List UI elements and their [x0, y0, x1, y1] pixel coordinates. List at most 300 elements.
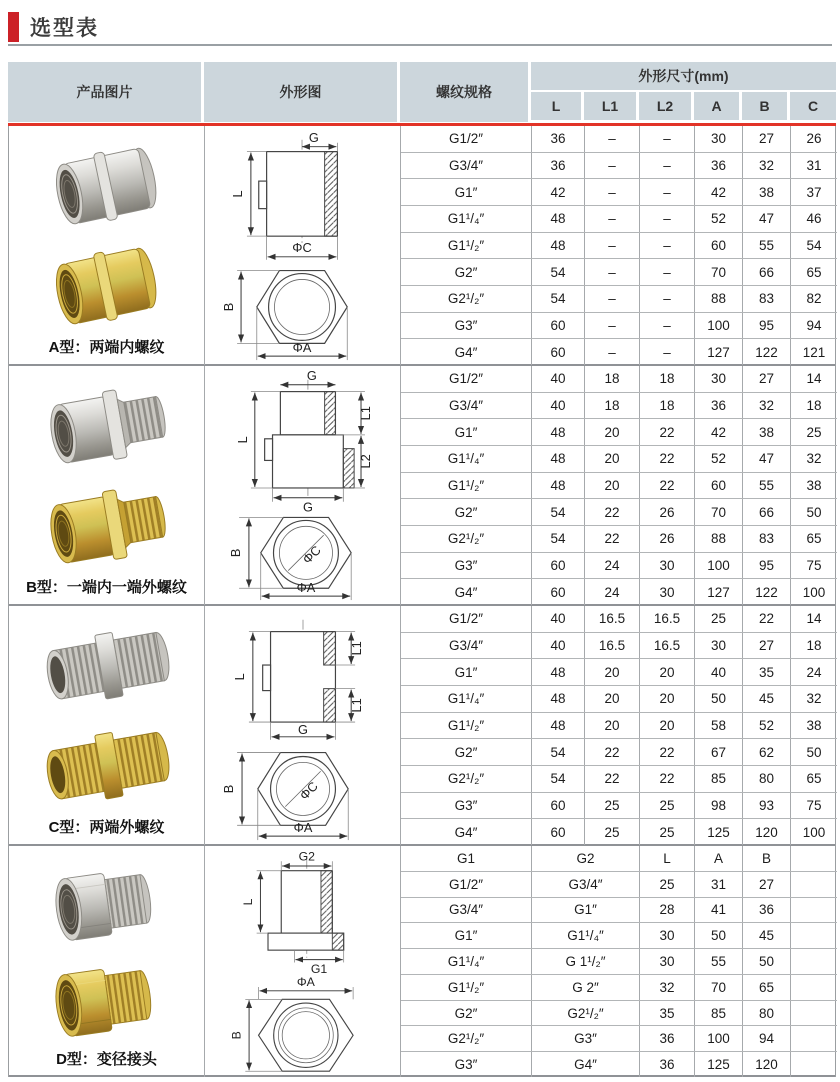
dim-cell: 30 — [640, 553, 695, 579]
dim-cell: 83 — [743, 286, 791, 312]
dim-cell: 20 — [640, 686, 695, 712]
dim-cell: 16.5 — [640, 606, 695, 632]
svg-text:ΦC: ΦC — [296, 778, 321, 803]
dim-cell: 27 — [743, 633, 791, 659]
dim-cell: 88 — [695, 526, 743, 552]
dim-cell: G4″ — [532, 1052, 640, 1077]
dim-cell: 48 — [532, 419, 585, 445]
dim-cell: 28 — [640, 898, 695, 923]
dim-cell: 38 — [743, 419, 791, 445]
dim-cell: 50 — [743, 949, 791, 974]
table-row — [401, 793, 837, 820]
header-dim-L1: L1 — [584, 92, 639, 120]
table-body — [8, 126, 836, 1077]
dim-cell: 52 — [695, 206, 743, 232]
thread-spec-cell: G3/4″ — [401, 393, 532, 419]
thread-spec-cell: G2″ — [401, 1001, 532, 1026]
dim-cell: 30 — [695, 633, 743, 659]
dim-cell: 85 — [695, 1001, 743, 1026]
product-photo-c-silver — [32, 616, 182, 716]
dim-cell: G1¹/₄″ — [532, 923, 640, 948]
thread-spec-cell: G4″ — [401, 819, 532, 845]
header-dimension-columns — [531, 92, 836, 120]
dim-cell: 127 — [695, 339, 743, 365]
product-photo-a-brass — [32, 236, 182, 336]
dim-cell: 55 — [743, 473, 791, 499]
svg-text:B: B — [227, 548, 243, 557]
table-row — [401, 206, 837, 233]
header-dim-C: C — [790, 92, 836, 120]
dim-cell: 120 — [743, 819, 791, 845]
dim-cell: 22 — [743, 606, 791, 632]
dim-cell: 40 — [532, 606, 585, 632]
dim-cell: 32 — [806, 451, 822, 467]
dim-cell: 35 — [743, 659, 791, 685]
thread-spec-cell: G4″ — [401, 339, 532, 365]
dim-cell: 30 — [695, 366, 743, 392]
product-photo-cell-a — [9, 126, 205, 365]
dim-cell: 16.5 — [640, 633, 695, 659]
dim-cell: A — [695, 846, 743, 871]
dim-cell: 100 — [695, 553, 743, 579]
outline-drawing-cell-c — [205, 606, 401, 845]
dim-cell: 65 — [806, 771, 822, 787]
dim-cell: 54 — [532, 739, 585, 765]
dim-cell: 20 — [585, 713, 640, 739]
dim-cell: 20 — [585, 446, 640, 472]
dim-cell: 31 — [695, 872, 743, 897]
dim-cell: G 2″ — [532, 975, 640, 1000]
dim-cell: – — [640, 233, 695, 259]
dim-cell: 18 — [585, 366, 640, 392]
header-dim-A: A — [694, 92, 742, 120]
dim-cell — [791, 1052, 837, 1077]
thread-spec-cell: G2″ — [401, 259, 532, 285]
dim-cell: 45 — [743, 686, 791, 712]
dim-cell: 100 — [695, 1026, 743, 1051]
dim-cell: 27 — [743, 126, 791, 152]
dim-cell: 38 — [743, 179, 791, 205]
dim-cell: B — [743, 846, 791, 871]
dim-cell: – — [585, 259, 640, 285]
thread-spec-cell: G1″ — [401, 923, 532, 948]
dim-cell — [791, 923, 837, 948]
thread-spec-cell: G1″ — [401, 659, 532, 685]
dim-cell: 32 — [806, 691, 822, 707]
dim-cell: 22 — [640, 419, 695, 445]
thread-spec-cell: G2¹/₂″ — [401, 526, 532, 552]
header-dim-L: L — [531, 92, 584, 120]
dim-cell: 20 — [585, 659, 640, 685]
dim-cell: 65 — [806, 264, 822, 280]
dim-cell: 70 — [695, 975, 743, 1000]
thread-spec-cell: G1¹/₄″ — [401, 446, 532, 472]
dim-cell: G2 — [532, 846, 640, 871]
dim-cell: 40 — [695, 659, 743, 685]
dim-cell: 100 — [802, 824, 826, 840]
page-title: 选型表 — [30, 17, 99, 40]
thread-spec-cell: G2″ — [401, 499, 532, 525]
dim-cell: 36 — [640, 1052, 695, 1077]
dim-cell: 54 — [806, 238, 822, 254]
dim-cell: 38 — [806, 478, 822, 494]
dim-cell: 18 — [640, 393, 695, 419]
table-row — [401, 1052, 837, 1077]
dim-cell: 30 — [695, 126, 743, 152]
svg-text:L: L — [231, 672, 247, 680]
table-row — [401, 286, 837, 313]
dim-cell: 60 — [532, 313, 585, 339]
dim-cell: 36 — [532, 126, 585, 152]
dim-cell: 52 — [695, 446, 743, 472]
dim-cell: 26 — [806, 131, 822, 147]
dim-cell: 37 — [806, 184, 822, 200]
header-dimensions-group — [531, 62, 836, 122]
dim-cell: 100 — [802, 584, 826, 600]
dim-cell: 22 — [640, 766, 695, 792]
dim-cell: 50 — [695, 686, 743, 712]
dim-cell: – — [640, 259, 695, 285]
dim-cell: 80 — [743, 1001, 791, 1026]
dim-cell: 22 — [640, 446, 695, 472]
dim-cell: 25 — [806, 424, 822, 440]
table-row — [401, 366, 837, 393]
thread-spec-cell: G3/4″ — [401, 153, 532, 179]
dim-cell: 24 — [585, 579, 640, 605]
dim-cell: 32 — [640, 975, 695, 1000]
dim-cell: 80 — [743, 766, 791, 792]
table-row — [401, 473, 837, 500]
header-dimensions-title: 外形尺寸(mm) — [531, 62, 836, 92]
dim-cell: 25 — [640, 872, 695, 897]
dim-cell: 55 — [743, 233, 791, 259]
dim-cell: 30 — [640, 579, 695, 605]
svg-text:L: L — [240, 898, 255, 906]
dim-cell: 60 — [695, 473, 743, 499]
product-photo-cell-b — [9, 366, 205, 605]
outline-drawing-a — [208, 128, 398, 364]
dim-cell: 48 — [532, 206, 585, 232]
dim-cell: 60 — [532, 553, 585, 579]
dim-cell: 22 — [585, 526, 640, 552]
dim-cell: 66 — [743, 499, 791, 525]
dim-cell: 26 — [640, 526, 695, 552]
thread-spec-cell: G1″ — [401, 179, 532, 205]
thread-spec-cell: G2¹/₂″ — [401, 766, 532, 792]
dim-cell: 42 — [695, 419, 743, 445]
header-dim-L2: L2 — [639, 92, 694, 120]
dim-cell: 32 — [743, 393, 791, 419]
dim-cell: 95 — [743, 313, 791, 339]
dimension-rows-c — [401, 606, 837, 845]
thread-spec-cell: G1¹/₂″ — [401, 233, 532, 259]
dim-cell — [791, 872, 837, 897]
dim-cell: 14 — [806, 371, 822, 387]
dim-cell — [791, 949, 837, 974]
product-photo-cell-c — [9, 606, 205, 845]
svg-text:G: G — [308, 129, 319, 145]
dim-cell: L — [640, 846, 695, 871]
dim-cell: G2¹/₂″ — [532, 1001, 640, 1026]
header-outline: 外形图 — [204, 62, 400, 122]
section-type-c — [9, 606, 835, 846]
dim-cell: – — [585, 179, 640, 205]
thread-spec-cell: G1¹/₄″ — [401, 206, 532, 232]
dim-cell — [791, 975, 837, 1000]
dim-cell: 22 — [585, 766, 640, 792]
thread-spec-cell: G1¹/₄″ — [401, 686, 532, 712]
dim-cell: – — [585, 233, 640, 259]
svg-text:ΦA: ΦA — [293, 819, 312, 835]
dim-cell: – — [640, 313, 695, 339]
table-header — [8, 62, 836, 122]
svg-text:G1: G1 — [310, 961, 327, 976]
thread-spec-cell: G3″ — [401, 793, 532, 819]
dim-cell: 45 — [743, 923, 791, 948]
dim-cell: 20 — [640, 659, 695, 685]
dim-cell: 125 — [695, 1052, 743, 1077]
product-photo-c-brass — [32, 716, 182, 816]
thread-spec-cell: G1¹/₂″ — [401, 713, 532, 739]
thread-spec-cell: G1¹/₄″ — [401, 949, 532, 974]
dim-cell: 47 — [743, 446, 791, 472]
svg-text:L: L — [234, 435, 250, 443]
dim-cell: 38 — [806, 718, 822, 734]
dim-cell: 70 — [695, 499, 743, 525]
svg-text:ΦC: ΦC — [298, 541, 324, 567]
section-type-d — [9, 846, 835, 1077]
section-label-a: A型：两端内螺纹 — [48, 339, 165, 356]
dimension-rows-d — [401, 846, 837, 1077]
table-row — [401, 339, 837, 365]
dim-cell: 18 — [806, 398, 822, 413]
dim-cell: – — [640, 339, 695, 365]
dim-cell: 20 — [640, 713, 695, 739]
table-row — [401, 633, 837, 660]
thread-spec-cell: G1¹/₂″ — [401, 975, 532, 1000]
dim-cell: 94 — [806, 318, 822, 334]
section-label-d: D型：变径接头 — [56, 1051, 157, 1068]
table-row — [401, 606, 837, 633]
table-row — [401, 153, 837, 180]
dim-cell — [791, 898, 837, 923]
dim-cell: 54 — [532, 499, 585, 525]
dim-cell: 50 — [806, 744, 822, 760]
dim-cell: 88 — [695, 286, 743, 312]
dim-cell: 24 — [806, 664, 822, 680]
dim-cell: 60 — [532, 339, 585, 365]
outline-drawing-cell-d — [205, 846, 401, 1077]
dim-cell: – — [585, 313, 640, 339]
dim-cell: 98 — [695, 793, 743, 819]
thread-spec-cell: G1/2″ — [401, 126, 532, 152]
product-photo-a-silver — [32, 136, 182, 236]
dim-cell: 54 — [532, 766, 585, 792]
dim-cell: – — [585, 286, 640, 312]
table-row — [401, 872, 837, 898]
dim-cell: 48 — [532, 473, 585, 499]
table-row — [401, 526, 837, 553]
table-row — [401, 313, 837, 340]
dim-cell — [791, 1026, 837, 1051]
dim-cell: 22 — [585, 499, 640, 525]
dim-cell: 48 — [532, 686, 585, 712]
dim-cell: 75 — [806, 798, 822, 814]
dim-cell: 18 — [806, 638, 822, 653]
dim-cell: 48 — [532, 233, 585, 259]
svg-text:B: B — [220, 302, 236, 311]
dim-cell: 16.5 — [585, 606, 640, 632]
table-row — [401, 739, 837, 766]
header-product-image: 产品图片 — [8, 62, 204, 122]
svg-text:ΦA: ΦA — [296, 579, 315, 595]
header-thread-spec: 螺纹规格 — [400, 62, 531, 122]
dim-cell: 36 — [640, 1026, 695, 1051]
dim-cell: – — [585, 339, 640, 365]
table-row — [401, 923, 837, 949]
svg-text:L1: L1 — [348, 640, 364, 655]
dim-cell: 65 — [806, 531, 822, 547]
product-photo-cell-d — [9, 846, 205, 1077]
svg-text:L1: L1 — [348, 697, 364, 712]
table-row — [401, 1026, 837, 1052]
table-row — [401, 975, 837, 1001]
thread-spec-cell: G2″ — [401, 739, 532, 765]
title-underline — [8, 44, 832, 46]
dim-cell: 25 — [640, 793, 695, 819]
dim-cell: 58 — [695, 713, 743, 739]
dim-cell: 50 — [806, 504, 822, 520]
dim-cell: 60 — [532, 819, 585, 845]
dim-cell: 50 — [695, 923, 743, 948]
dim-cell: 70 — [695, 259, 743, 285]
table-row — [401, 686, 837, 713]
table-row — [401, 499, 837, 526]
dim-cell: 40 — [532, 633, 585, 659]
thread-spec-cell: G1/2″ — [401, 872, 532, 897]
dim-cell: 121 — [802, 344, 826, 360]
dim-cell: 122 — [743, 579, 791, 605]
dim-cell: 36 — [532, 153, 585, 179]
dim-cell: 54 — [532, 526, 585, 552]
outline-drawing-c — [208, 608, 398, 844]
thread-spec-cell: G2¹/₂″ — [401, 286, 532, 312]
product-photo-d-silver — [32, 856, 182, 952]
svg-text:G: G — [302, 499, 313, 515]
dim-cell — [791, 846, 837, 871]
dim-cell: 22 — [640, 739, 695, 765]
dim-cell: 25 — [640, 819, 695, 845]
svg-text:B: B — [229, 1031, 244, 1040]
dimension-rows-b — [401, 366, 837, 605]
svg-text:ΦA: ΦA — [292, 339, 311, 355]
dim-cell: 40 — [532, 393, 585, 419]
dim-cell: 22 — [640, 473, 695, 499]
table-row — [401, 233, 837, 260]
dim-cell: 82 — [806, 291, 822, 307]
table-row — [401, 1001, 837, 1027]
table-row — [401, 766, 837, 793]
dim-cell: 40 — [532, 366, 585, 392]
dim-cell: 24 — [585, 553, 640, 579]
dim-cell: 25 — [585, 819, 640, 845]
thread-spec-cell: G1 — [401, 846, 532, 871]
table-row — [401, 393, 837, 420]
table-row — [401, 898, 837, 924]
dim-cell — [791, 1001, 837, 1026]
title-block — [8, 11, 99, 43]
outline-drawing-b — [208, 368, 398, 604]
dim-cell: 20 — [585, 473, 640, 499]
selection-table — [8, 62, 836, 1077]
table-row — [401, 819, 837, 845]
dim-cell: 42 — [695, 179, 743, 205]
dim-cell: – — [640, 153, 695, 179]
dim-cell: 48 — [532, 659, 585, 685]
dim-cell: 14 — [806, 611, 822, 627]
section-label-c: C型：两端外螺纹 — [48, 819, 165, 836]
svg-text:G2: G2 — [298, 849, 315, 864]
dim-cell: 93 — [743, 793, 791, 819]
dim-cell: 85 — [695, 766, 743, 792]
dim-cell: 122 — [743, 339, 791, 365]
dim-cell: – — [640, 286, 695, 312]
dim-cell: 95 — [743, 553, 791, 579]
dim-cell: 25 — [585, 793, 640, 819]
dim-cell: 60 — [532, 793, 585, 819]
dim-cell: 31 — [806, 158, 822, 173]
dim-cell: 65 — [743, 975, 791, 1000]
dim-cell: 47 — [743, 206, 791, 232]
dim-cell: 18 — [640, 366, 695, 392]
dim-cell: 60 — [695, 233, 743, 259]
dim-cell: 66 — [743, 259, 791, 285]
dim-cell: 52 — [743, 713, 791, 739]
section-label-b: B型：一端内一端外螺纹 — [26, 579, 187, 596]
dim-cell: 75 — [806, 558, 822, 574]
table-row — [401, 713, 837, 740]
dim-cell: – — [585, 126, 640, 152]
svg-text:G: G — [306, 367, 317, 383]
outline-drawing-d — [208, 848, 398, 1075]
product-photo-b-silver — [32, 376, 182, 476]
dim-cell: 42 — [532, 179, 585, 205]
dim-cell: 32 — [743, 153, 791, 179]
dim-cell: 16.5 — [585, 633, 640, 659]
dim-cell: 54 — [532, 286, 585, 312]
dim-cell: 55 — [695, 949, 743, 974]
outline-drawing-cell-b — [205, 366, 401, 605]
dim-cell: 67 — [695, 739, 743, 765]
section-type-b — [9, 366, 835, 606]
dim-cell: 48 — [532, 446, 585, 472]
dim-cell: – — [640, 206, 695, 232]
svg-text:L: L — [229, 189, 245, 197]
table-row — [401, 179, 837, 206]
dim-cell: 41 — [695, 898, 743, 923]
header-dim-B: B — [742, 92, 790, 120]
svg-text:G: G — [297, 721, 308, 737]
dim-cell: G 1¹/₂″ — [532, 949, 640, 974]
title-accent-bar — [8, 12, 19, 42]
dim-cell: 22 — [585, 739, 640, 765]
dim-cell: 30 — [640, 923, 695, 948]
svg-text:L2: L2 — [357, 453, 373, 469]
dim-cell: 18 — [585, 393, 640, 419]
dim-cell: 20 — [585, 686, 640, 712]
dim-cell: 27 — [743, 872, 791, 897]
dim-cell: 120 — [743, 1052, 791, 1077]
